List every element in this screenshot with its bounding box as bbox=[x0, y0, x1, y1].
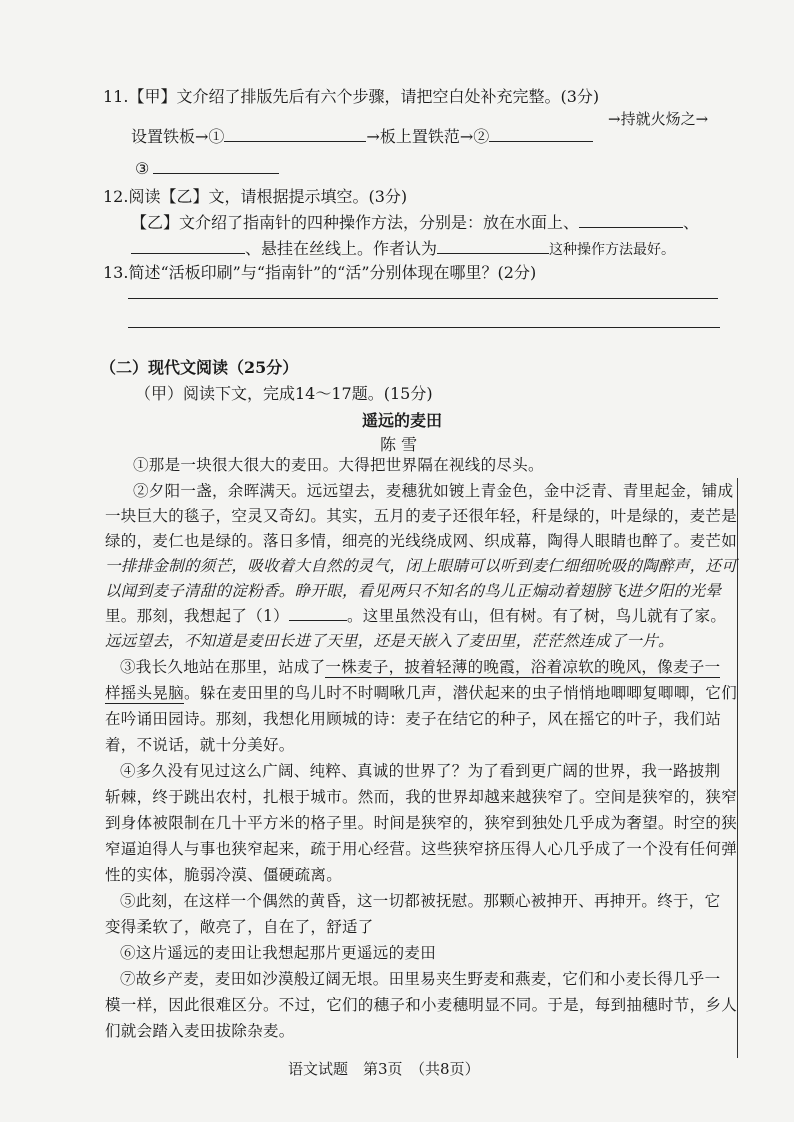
answer-line[interactable] bbox=[128, 327, 720, 328]
underlined-text: 一株麦子，披着轻薄的晚霞，浴着凉软的晚风，像麦子一 bbox=[325, 658, 721, 676]
q11-step-2: →板上置铁范→② bbox=[366, 127, 490, 146]
answer-line[interactable] bbox=[128, 298, 718, 299]
paragraph-1: ①那是一块很大很大的麦田。大得把世界隔在视线的尽头。 bbox=[133, 456, 544, 474]
underlined-text: 样摇头晃脑 bbox=[105, 684, 185, 702]
paragraph-3-line bbox=[120, 654, 720, 680]
question-number: 11. bbox=[103, 87, 129, 106]
question-number: 13. bbox=[103, 263, 129, 282]
article-title: 遥远的麦田 bbox=[362, 411, 443, 430]
question-score: (3分) bbox=[368, 187, 408, 206]
paragraph-7-line: 们就会踏入麦田拔除杂麦。 bbox=[105, 1022, 295, 1040]
section-subheading: （甲）阅读下文，完成14～17题。(15分) bbox=[135, 384, 433, 403]
answer-blank[interactable] bbox=[489, 140, 593, 142]
paragraph-text: 。躲在麦田里的鸟儿时不时啁啾几声，潜伏起来的虫子悄悄地唧唧复唧唧，它们 bbox=[184, 684, 738, 702]
paragraph-4-line: 窄逼迫得人与事也狭窄起来，疏于用心经营。这些狭窄挤压得人心几乎成了一个没有任何弹 bbox=[105, 840, 738, 858]
paragraph-4-line: 到身体被限制在几十平方米的格子里。时间是狭窄的，狭窄到独处几乎成为奢望。时空的狭 bbox=[105, 814, 738, 832]
question-stem: 阅读【乙】文，请根据提示填空。 bbox=[128, 187, 369, 206]
question-number: 12. bbox=[103, 187, 129, 206]
paragraph-4-line: ④多久没有见过这么广阔、纯粹、真诚的世界了？为了看到更广阔的世界，我一路披荆 bbox=[120, 762, 721, 780]
paragraph-text: 。这里虽然没有山，但有树。有了树，鸟儿就有了家。 bbox=[346, 607, 727, 625]
paragraph-7-line: 模一样，因此很难区分。不过，它们的穗子和小麦穗明显不同。于是，每到抽穗时节，乡人 bbox=[105, 996, 738, 1014]
answer-blank-1[interactable] bbox=[289, 619, 347, 621]
page-footer: 语文试题 第3页 （共8页） bbox=[288, 1060, 480, 1078]
q12-text: 、悬挂在丝线上。作者认为 bbox=[245, 239, 438, 258]
q11-step-3: →持就火炀之→ bbox=[608, 110, 709, 128]
q12-line-2 bbox=[131, 236, 675, 259]
q11-step-4: ③ bbox=[135, 159, 150, 178]
paragraph-5-line: ⑤此刻，在这样一个偶然的黄昏，这一切都被抚慰。那颗心被抻开、再抻开。终于，它 bbox=[120, 892, 721, 910]
q11-step-row-2 bbox=[135, 159, 279, 178]
q12-text: 【乙】文介绍了指南针的四种操作方法，分别是：放在水面上、 bbox=[131, 213, 580, 232]
question-stem: 简述“活板印刷”与“指南针”的“活”分别体现在哪里？ bbox=[128, 263, 498, 282]
q11-step-1: 设置铁板→① bbox=[131, 127, 225, 146]
question-13 bbox=[103, 260, 536, 283]
question-12 bbox=[103, 184, 407, 207]
paragraph-2-line: 绿的，麦仁也是绿的。落日多情，细亮的光线绕成网、织成幕，陶得人眼睛也醉了。麦芒如 bbox=[105, 532, 738, 550]
paragraph-text: 里。那刻，我想起了（1） bbox=[105, 607, 289, 625]
answer-blank[interactable] bbox=[224, 140, 366, 142]
question-score: (3分) bbox=[560, 87, 600, 106]
paragraph-4-line: 性的实体，脆弱冷漠、僵硬疏离。 bbox=[105, 866, 343, 884]
q12-line-1 bbox=[131, 210, 699, 233]
paragraph-text: ③我长久地站在那里，站成了 bbox=[120, 658, 326, 676]
question-11 bbox=[103, 84, 599, 107]
question-score: (2分) bbox=[497, 263, 537, 282]
paragraph-2-line: ②夕阳一盏，余晖满天。远远望去，麦穗犹如镀上青金色，金中泛青、青里起金，铺成 bbox=[133, 482, 734, 500]
paragraph-3-line: 在吟诵田园诗。那刻，我想化用顾城的诗：麦子在结它的种子，风在摇它的叶子，我们站 bbox=[105, 710, 722, 728]
answer-blank[interactable] bbox=[579, 226, 683, 228]
paragraph-6: ⑥这片遥远的麦田让我想起那片更遥远的麦田 bbox=[120, 944, 437, 962]
answer-blank[interactable] bbox=[153, 172, 279, 174]
paragraph-2-line: 以闻到麦子清甜的淀粉香。睁开眼，看见两只不知名的鸟儿正煽动着翅膀飞进夕阳的光晕 bbox=[105, 582, 722, 600]
q11-step-row-1 bbox=[131, 124, 593, 147]
paragraph-2-line: 一块巨大的毯子，空灵又奇幻。其实，五月的麦子还很年轻，秆是绿的，叶是绿的，麦芒是 bbox=[105, 507, 738, 525]
paragraph-2-line: 远远望去，不知道是麦田长进了天里，还是天嵌入了麦田里，茫茫然连成了一片。 bbox=[105, 632, 674, 650]
answer-blank[interactable] bbox=[437, 252, 549, 254]
paragraph-5-line: 变得柔软了，敞亮了，自在了，舒适了 bbox=[105, 918, 374, 936]
margin-line bbox=[737, 478, 738, 1058]
paragraph-7-line: ⑦故乡产麦，麦田如沙漠般辽阔无垠。田里易夹生野麦和燕麦，它们和小麦长得几乎一 bbox=[120, 970, 721, 988]
paragraph-3-line bbox=[105, 680, 737, 706]
article-author: 陈 雪 bbox=[380, 435, 418, 454]
paragraph-2-line: 一排排金制的须芒，吸收着大自然的灵气，闭上眼睛可以听到麦仁细细吮吸的陶醉声，还可 bbox=[105, 557, 738, 575]
question-stem: 【甲】文介绍了排版先后有六个步骤，请把空白处补充完整。 bbox=[128, 87, 561, 106]
section-heading: （二）现代文阅读（25分） bbox=[100, 358, 299, 377]
paragraph-3-line: 着，不说话，就十分美好。 bbox=[105, 736, 295, 754]
paragraph-4-line: 斩棘，终于跳出农村，扎根于城市。然而，我的世界却越来越狭窄了。空间是狭窄的，狭窄 bbox=[105, 788, 738, 806]
q12-text: 这种操作方法最好。 bbox=[549, 242, 676, 258]
paragraph-2-line bbox=[105, 603, 726, 629]
q12-text: 、 bbox=[683, 213, 700, 232]
answer-blank[interactable] bbox=[131, 252, 245, 254]
